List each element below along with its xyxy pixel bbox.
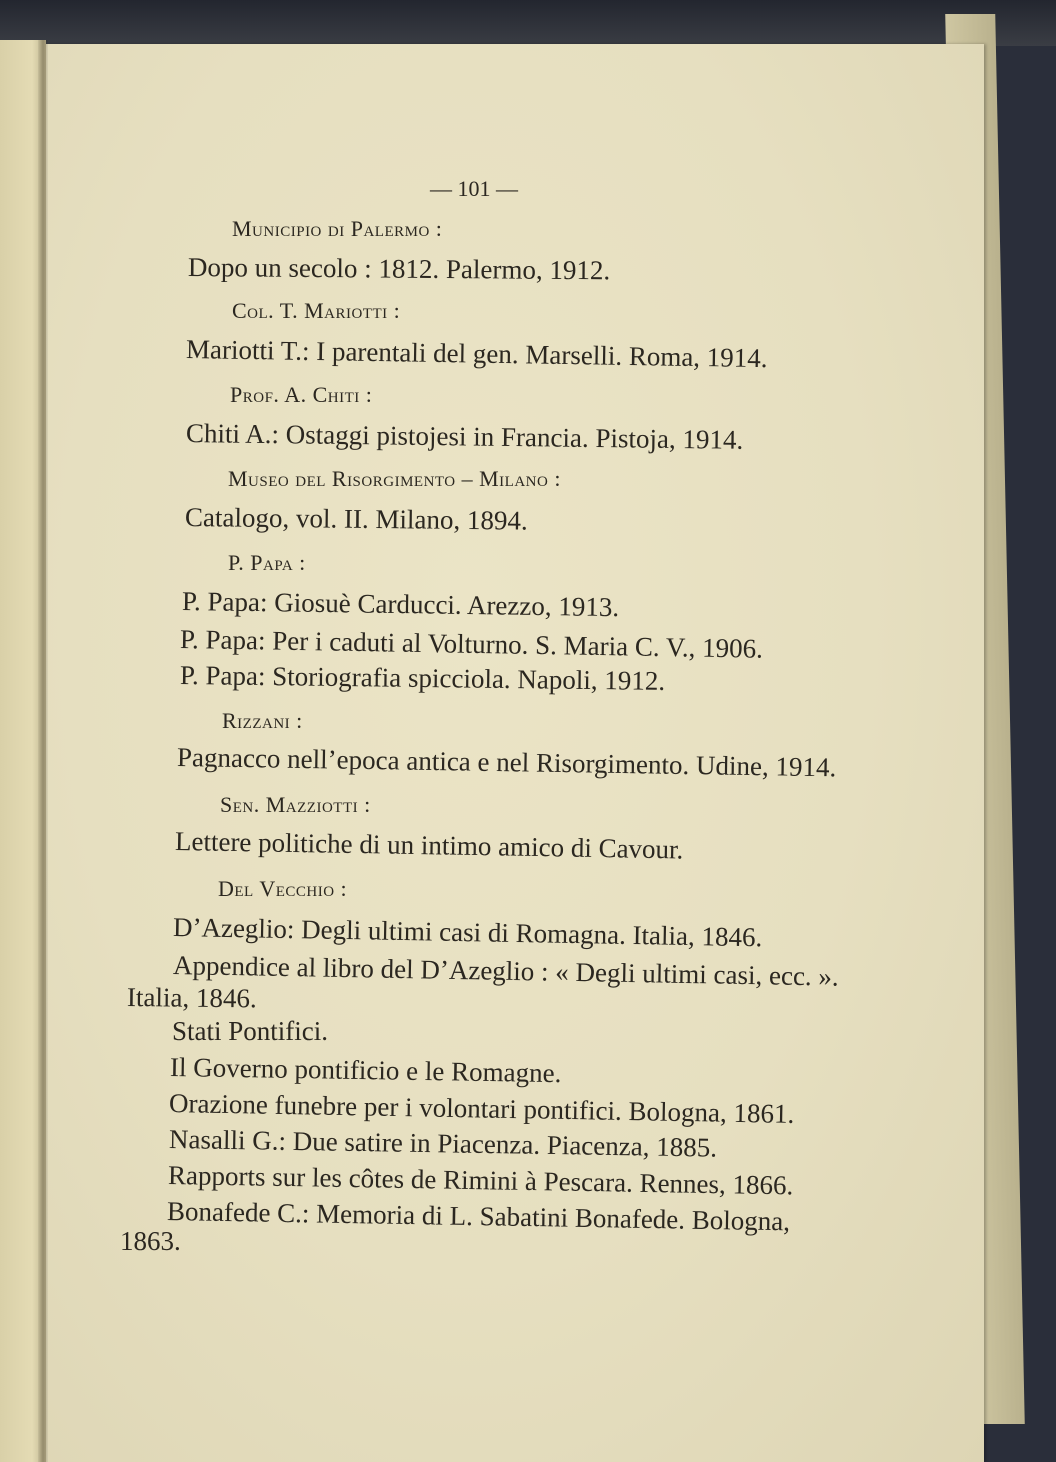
bibliography-line: D’Azeglio: Degli ultimi casi di Romagna. Italia, 1846. xyxy=(172,912,763,953)
entry-heading: Prof. A. Chiti : xyxy=(230,382,373,407)
entry-heading: Rizzani : xyxy=(222,708,303,733)
bibliography-line: Dopo un secolo : 1812. Palermo, 1912. xyxy=(187,252,611,286)
scan-background-top xyxy=(0,0,1056,46)
entry-heading: Museo del Risorgimento – Milano : xyxy=(228,466,561,491)
bibliography-line: Il Governo pontificio e le Romagne. xyxy=(169,1052,562,1089)
entry-heading: P. Papa : xyxy=(228,550,306,575)
bibliography-line: P. Papa: Giosuè Carducci. Arezzo, 1913. xyxy=(181,586,620,623)
bibliography-line: Rapports sur les côtes de Rimini à Pescara. Rennes, 1866. xyxy=(167,1160,794,1201)
page-number: — 101 — xyxy=(430,176,518,201)
bibliography-line: Italia, 1846. xyxy=(126,982,257,1014)
bibliography-line: Lettere politiche di un intimo amico di Cavour. xyxy=(174,826,684,865)
bibliography-line: Nasalli G.: Due satire in Piacenza. Piacenza, 1885. xyxy=(168,1124,718,1163)
bibliography-line: 1863. xyxy=(120,1226,181,1256)
bibliography-line: Chiti A.: Ostaggi pistojesi in Francia. Pistoja, 1914. xyxy=(185,418,744,455)
bibliography-line: Pagnacco nell’epoca antica e nel Risorgimento. Udine, 1914. xyxy=(176,742,837,783)
entry-heading: Col. T. Mariotti : xyxy=(232,298,401,323)
bibliography-line: P. Papa: Storiografia spicciola. Napoli, 1912. xyxy=(179,660,666,696)
bibliography-line: Stati Pontifici. xyxy=(172,1016,329,1046)
bibliography-line: Mariotti T.: I parentali del gen. Marselli. Roma, 1914. xyxy=(185,334,768,374)
entry-heading: Municipio di Palermo : xyxy=(232,216,443,241)
book-spine-shadow xyxy=(38,40,48,1462)
bibliography-line: Orazione funebre per i volontari pontifici. Bologna, 1861. xyxy=(168,1088,795,1129)
bibliography-line: Catalogo, vol. II. Milano, 1894. xyxy=(184,502,528,536)
bibliography-line: Appendice al libro del D’Azeglio : « Degli ultimi casi, ecc. ». xyxy=(172,950,839,992)
entry-heading: Sen. Mazziotti : xyxy=(220,792,371,817)
bibliography-line: P. Papa: Per i caduti al Volturno. S. Maria C. V., 1906. xyxy=(179,624,764,664)
entry-heading: Del Vecchio : xyxy=(218,876,348,901)
bibliography-line: Bonafede C.: Memoria di L. Sabatini Bonafede. Bologna, xyxy=(166,1196,791,1237)
